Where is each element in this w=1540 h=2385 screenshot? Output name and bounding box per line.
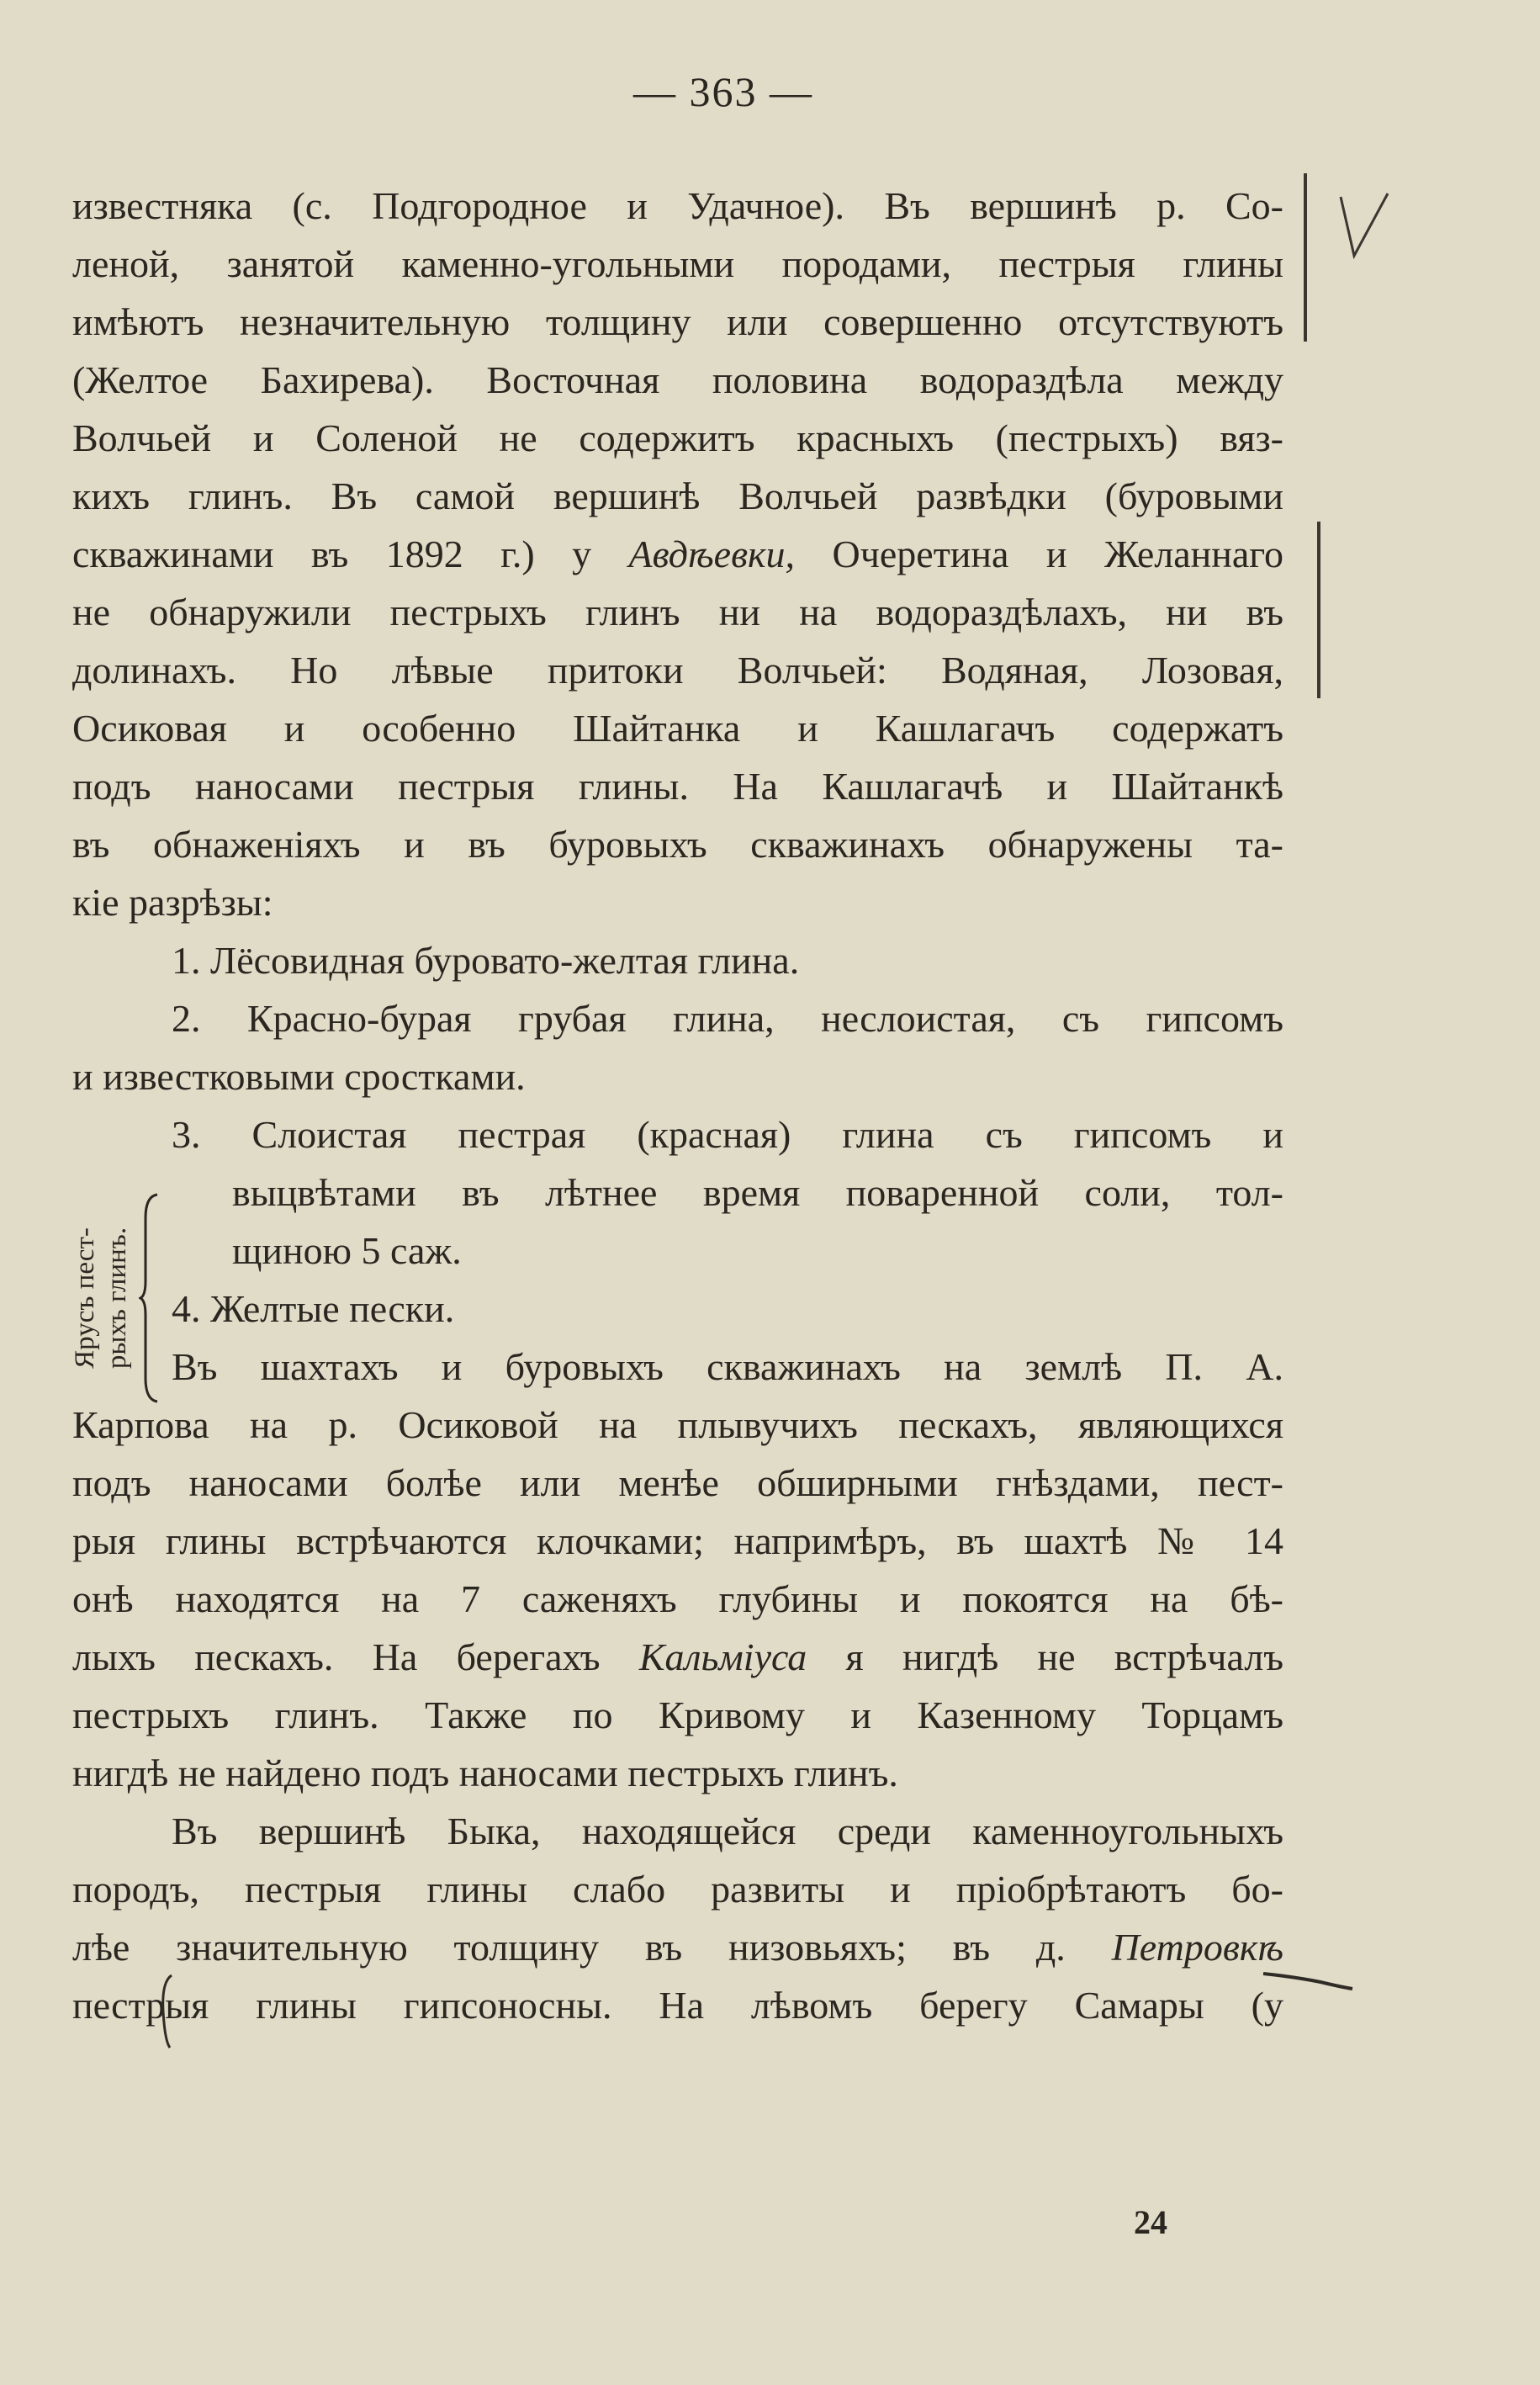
text-line bbox=[72, 525, 1283, 583]
text-line: долинахъ. Но лѣвые притоки Волчьей: Водяная, Лозовая, bbox=[72, 649, 1283, 692]
section-item-3-cont: щиною 5 саж. bbox=[232, 1229, 462, 1272]
place-name-petrovka: Петровкѣ bbox=[1111, 1926, 1283, 1969]
text-span: Очеретина и Желаннаго bbox=[795, 533, 1283, 575]
text-line bbox=[72, 1628, 1283, 1686]
pencil-bracket-mark bbox=[158, 1974, 175, 2049]
page-number: — 363 — bbox=[633, 68, 813, 115]
pencil-stroke-mark bbox=[1262, 1965, 1354, 1990]
text-line: Въ вершинѣ Быка, находящейся среди каменноугольныхъ bbox=[172, 1810, 1283, 1852]
text-line: кихъ глинъ. Въ самой вершинѣ Волчьей развѣдки (буровыми bbox=[72, 474, 1283, 517]
margin-bar-top bbox=[1304, 173, 1307, 342]
text-line: кiе разрѣзы: bbox=[72, 881, 273, 924]
section-item-4: 4. Желтые пески. bbox=[172, 1287, 455, 1330]
text-line bbox=[72, 1918, 1283, 1976]
curly-brace-icon bbox=[139, 1193, 161, 1403]
river-name-kalmius: Кальмiуса bbox=[638, 1635, 807, 1678]
stratum-side-label-text bbox=[69, 1227, 133, 1369]
section-item-3-cont: выцвѣтами въ лѣтнее время поваренной соли, тол- bbox=[232, 1171, 1283, 1214]
side-label-line: Ярусъ пест- bbox=[70, 1227, 100, 1369]
text-line: леной, занятой каменно-угольными породами, пестрыя глины bbox=[72, 242, 1283, 285]
text-line: известняка (с. Подгородное и Удачное). Въ вершинѣ р. Со- bbox=[72, 184, 1283, 227]
text-line: пестрыя глины гипсоносны. На лѣвомъ берегу Самары (у bbox=[72, 1984, 1283, 2027]
place-name-avdeevka: Авдѣевки, bbox=[628, 533, 796, 575]
section-item-1: 1. Лёсовидная буровато-желтая глина. bbox=[172, 939, 800, 982]
side-label-line: рыхъ глинъ. bbox=[102, 1227, 132, 1370]
stratum-side-label bbox=[50, 1176, 151, 1420]
text-span: я нигдѣ не встрѣчалъ bbox=[807, 1635, 1284, 1678]
margin-bar-middle bbox=[1317, 522, 1320, 698]
section-item-2: 2. Красно-бурая грубая глина, неслоистая, съ гипсомъ bbox=[172, 997, 1283, 1040]
text-line: онѣ находятся на 7 саженяхъ глубины и покоятся на бѣ- bbox=[72, 1577, 1283, 1620]
text-line: подъ наносами болѣе или менѣе обширными гнѣздами, пест- bbox=[72, 1461, 1283, 1504]
text-span: скважинами въ 1892 г.) у bbox=[72, 533, 629, 575]
margin-check-mark bbox=[1336, 190, 1394, 266]
section-item-2-cont: и известковыми сростками. bbox=[72, 1055, 526, 1098]
text-line: (Желтое Бахирева). Восточная половина водораздѣла между bbox=[72, 358, 1283, 401]
text-line: рыя глины встрѣчаются клочками; напримѣръ, въ шахтѣ № 14 bbox=[72, 1519, 1283, 1562]
section-item-3: 3. Слоистая пестрая (красная) глина съ гипсомъ и bbox=[172, 1113, 1283, 1156]
text-line: Карпова на р. Осиковой на плывучихъ пескахъ, являющихся bbox=[72, 1403, 1283, 1446]
text-line: подъ наносами пестрыя глины. На Кашлагачѣ и Шайтанкѣ bbox=[72, 765, 1283, 808]
text-line: Осиковая и особенно Шайтанка и Кашлагачъ содержатъ bbox=[72, 707, 1283, 750]
text-span: лѣе значительную толщину въ низовьяхъ; въ д. bbox=[72, 1926, 1112, 1969]
text-line: въ обнаженiяхъ и въ буровыхъ скважинахъ обнаружены та- bbox=[72, 823, 1283, 866]
main-text bbox=[72, 177, 1283, 2034]
text-line: не обнаружили пестрыхъ глинъ ни на водораздѣлахъ, ни въ bbox=[72, 591, 1283, 633]
text-line: породъ, пестрыя глины слабо развиты и прiобрѣтаютъ бо- bbox=[72, 1868, 1283, 1911]
text-line: нигдѣ не найдено подъ наносами пестрыхъ глинъ. bbox=[72, 1752, 898, 1794]
text-span: лыхъ пескахъ. На берегахъ bbox=[72, 1635, 639, 1678]
text-line: Волчьей и Соленой не содержитъ красныхъ (пестрыхъ) вяз- bbox=[72, 416, 1283, 459]
signature-number: 24 bbox=[1134, 2203, 1167, 2241]
text-line: Въ шахтахъ и буровыхъ скважинахъ на землѣ П. А. bbox=[172, 1345, 1283, 1388]
text-line: пестрыхъ глинъ. Также по Кривому и Казенному Торцамъ bbox=[72, 1693, 1283, 1736]
text-line: имѣютъ незначительную толщину или совершенно отсутствуютъ bbox=[72, 300, 1283, 343]
